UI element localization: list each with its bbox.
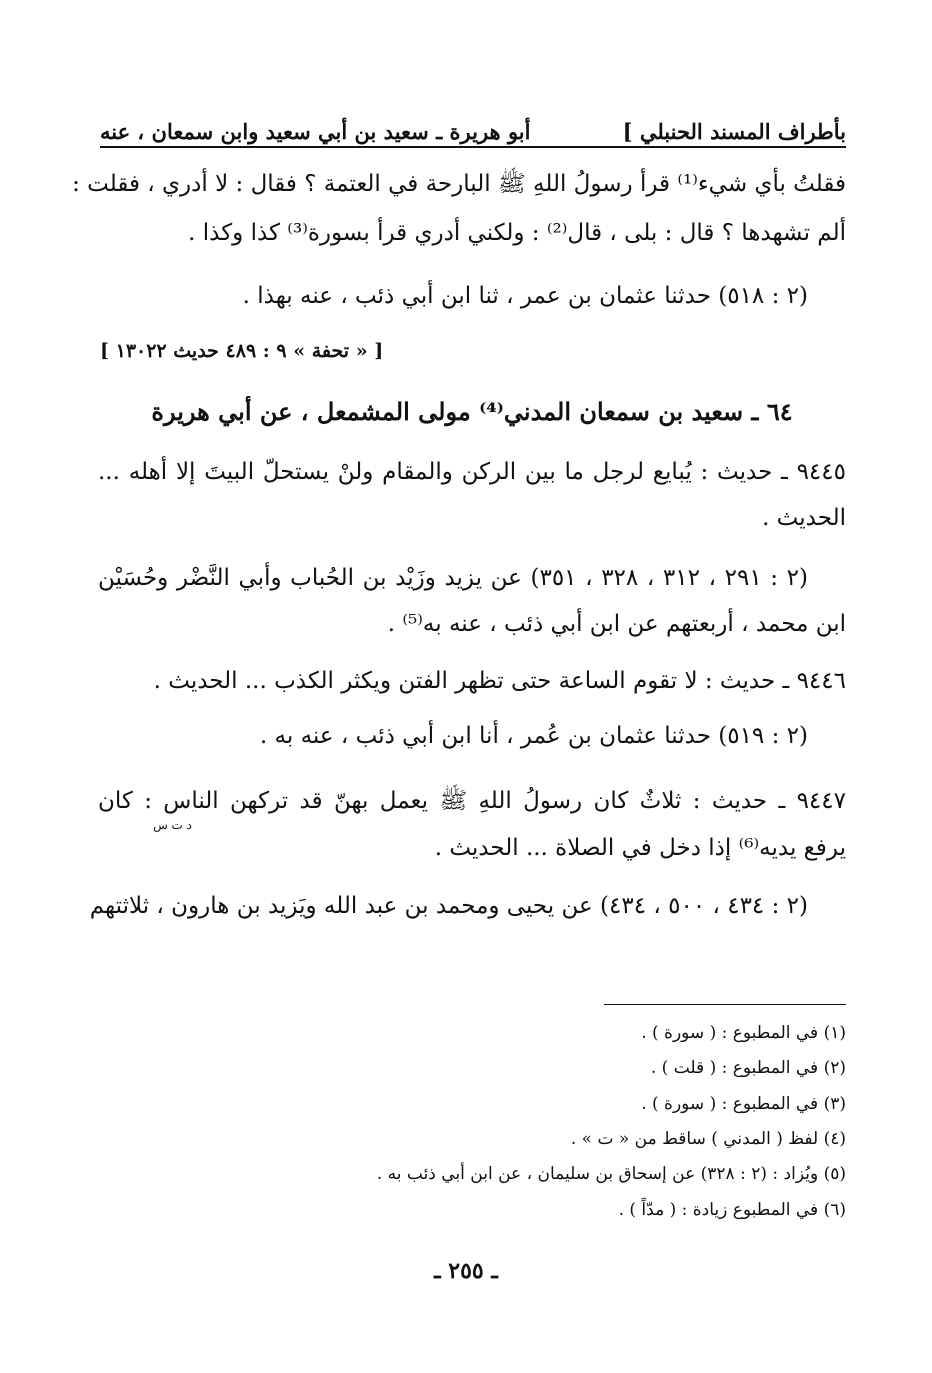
section-title: ٦٤ ـ سعيد بن سمعان المدني⁽⁴⁾ مولى المشمعل ، عن أبي هريرة bbox=[151, 397, 793, 426]
hadith-9447-source: (٢ : ٤٣٤ ، ٥٠٠ ، ٤٣٤) عن يحيى ومحمد بن عبد الله ويَزيد بن هارون ، ثلاثتهم bbox=[89, 893, 808, 919]
footnote-1: (١) في المطبوع : ( سورة ) . bbox=[641, 1023, 846, 1043]
header-rule bbox=[100, 146, 846, 148]
tuhfa-reference: [ « تحفة » ٩ : ٤٨٩ حديث ١٣٠٢٢ ] bbox=[100, 340, 384, 362]
hadith-9447-line-1: ٩٤٤٧ ـ حديث : ثلاثٌ كان رسولُ اللهِ ﷺ يعمل بهنّ قد تركهن الناس : كان bbox=[98, 788, 846, 814]
footnote-6: (٦) في المطبوع زيادة : ( مدّاً ) . bbox=[618, 1200, 846, 1220]
hadith-9446-source: (٢ : ٥١٩) حدثنا عثمان بن عُمر ، أنا ابن أبي ذئب ، عنه به . bbox=[259, 723, 808, 749]
hadith-9445-source-1: (٢ : ٢٩١ ، ٣١٢ ، ٣٢٨ ، ٣٥١) عن يزيد وزَيْد بن الحُباب وأبي النَّضْر وحُسَيْن bbox=[98, 565, 809, 591]
text-line-2: ألم تشهدها ؟ قال : بلى ، قال⁽²⁾ : ولكني أدري قرأ بسورة⁽³⁾ كذا وكذا . bbox=[188, 220, 846, 246]
header-book-title: بأطراف المسند الحنبلي ] bbox=[622, 119, 846, 144]
footnote-rule bbox=[604, 1004, 846, 1005]
hadith-9445-source-2: ابن محمد ، أربعتهم عن ابن أبي ذئب ، عنه به⁽⁵⁾ . bbox=[387, 611, 846, 637]
footnote-3: (٣) في المطبوع : ( سورة ) . bbox=[641, 1094, 846, 1114]
hadith-9447-marginal-note: د ت س bbox=[153, 818, 192, 832]
text-line-1: فقلتُ بأي شيء⁽¹⁾ قرأ رسولُ اللهِ ﷺ البارحة في العتمة ؟ فقال : لا أدري ، فقلت : bbox=[72, 171, 846, 197]
hadith-9445-line-1: ٩٤٤٥ ـ حديث : يُبايع لرجل ما بين الركن والمقام ولنْ يستحلّ البيتَ إلا أهله ... bbox=[98, 459, 846, 485]
hadith-9445-line-2: الحديث . bbox=[762, 505, 846, 531]
hadith-9446-line-1: ٩٤٤٦ ـ حديث : لا تقوم الساعة حتى تظهر الفتن ويكثر الكذب ... الحديث . bbox=[153, 668, 846, 694]
header-section-title: أبو هريرة ـ سعيد بن أبي سعيد وابن سمعان ، عنه bbox=[100, 119, 531, 144]
running-header bbox=[100, 104, 846, 144]
footnote-2: (٢) في المطبوع : ( قلت ) . bbox=[650, 1058, 846, 1078]
footnote-4: (٤) لفظ ( المدني ) ساقط من « ت » . bbox=[570, 1129, 846, 1149]
hadith-9447-line-2: يرفع يديه⁽⁶⁾ إذا دخل في الصلاة ... الحديث . bbox=[434, 835, 846, 861]
source-line-518: (٢ : ٥١٨) حدثنا عثمان بن عمر ، ثنا ابن أبي ذئب ، عنه بهذا . bbox=[242, 283, 808, 309]
footnote-5: (٥) ويُزاد : (٢ : ٣٢٨) عن إسحاق بن سليمان ، عن ابن أبي ذئب به . bbox=[376, 1164, 846, 1184]
page-number: ـ ٢٥٥ ـ bbox=[434, 1258, 498, 1284]
